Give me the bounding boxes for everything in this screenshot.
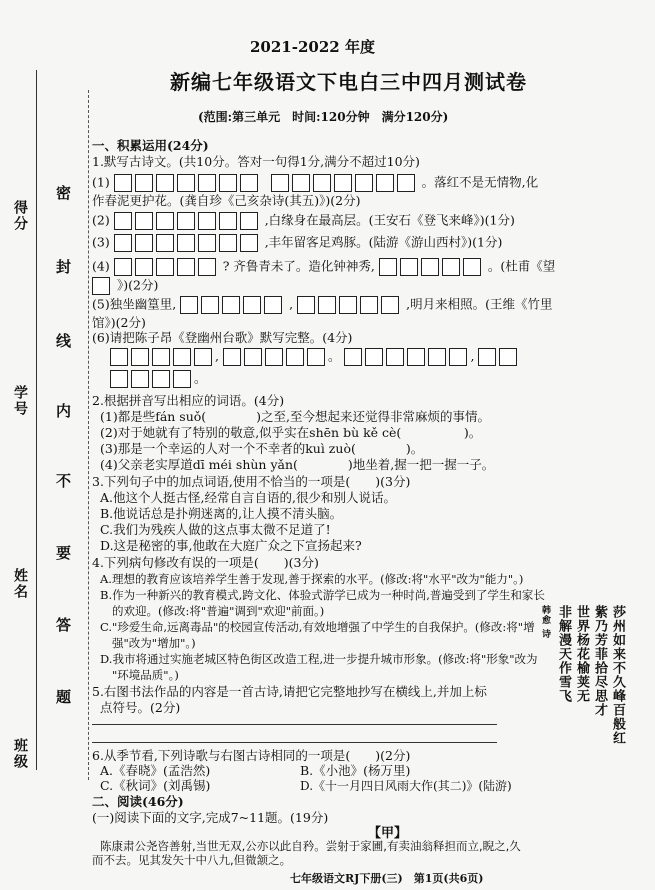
q3-option: D.这是秘密的事,他敢在大庭广众之下宣扬起来? [100,538,362,553]
answer-box[interactable] [156,258,174,276]
answer-box[interactable] [152,370,170,388]
seal-char: 题 [56,688,72,706]
answer-box[interactable] [478,348,496,366]
q6-stem: 6.从季节看,下列诗歌与右图古诗相同的一项是( )(2分) [92,748,411,763]
section2-heading: 二、阅读(46分) [92,794,184,809]
answer-box[interactable] [198,234,216,252]
q4-line: 的欢迎。(修改:将"普遍"调到"欢迎"前面。) [112,604,325,618]
q1-4-line2-row [92,277,158,295]
q2-item: (1)都是些fán suǒ( )之至,至今想起来还觉得非常麻烦的事情。 [100,409,491,424]
seal-char: 内 [56,402,72,420]
answer-box[interactable] [135,258,153,276]
answer-box[interactable] [219,234,237,252]
answer-box[interactable] [152,348,170,366]
answer-box[interactable] [131,348,149,366]
seal-char: 答 [56,616,72,634]
answer-box[interactable] [177,174,195,192]
q3-option: A.他这个人挺古怪,经常自言自语的,很少和别人说话。 [100,490,396,505]
q1-5-row: (5)独坐幽篁里, , ,明月来相照。(王维《竹里 [92,296,552,314]
name-label: 姓名 [12,568,28,600]
answer-box[interactable] [110,370,128,388]
q1-1-row: (1) 。落红不是无情物,化 [92,174,538,192]
answer-box[interactable] [177,258,195,276]
q5-answer-line[interactable] [92,724,497,725]
q1-3-row: (3) ,丰年留客足鸡豚。(陆游《游山西村》)(1分) [92,234,502,252]
q4-line: B.作为一种新兴的教育模式,跨文化、体验式游学已成为一种时尚,普遍受到了学生和家长 [100,588,545,602]
answer-box[interactable] [240,174,258,192]
answer-box[interactable] [156,234,174,252]
class-label: 班级 [12,738,28,770]
answer-box[interactable] [463,258,481,276]
q6-option-c: C.《秋词》(刘禹锡) [100,778,211,793]
q1-6-boxes-row2: 。 [92,370,207,388]
answer-box[interactable] [135,174,153,192]
q4-line: D.我市将通过实施老城区特色街区改造工程,进一步提升城市形象。(修改:将"形象"改为 [100,652,538,666]
q6-option-d: D.《十一月四日风雨大作(其二)》(陆游) [300,779,512,793]
answer-box[interactable] [114,234,132,252]
answer-box[interactable] [92,277,110,295]
q3-stem: 3.下列句子中的加点词语,使用不恰当的一项是( )(3分) [92,474,411,489]
q1-2-row: (2) ,白缘身在最高层。(王安石《登飞来峰》)(1分) [92,212,515,230]
answer-box[interactable] [240,212,258,230]
q1-stem: 1.默写古诗文。(共10分。答对一句得1分,满分不超过10分) [92,154,420,169]
calligraphy-artwork [512,605,624,770]
answer-box[interactable] [339,296,357,314]
passage-line: 陈康肃公尧咨善射,当世无双,公亦以此自矜。尝射于家圃,有卖油翁释担而立,睨之,久 [100,839,521,853]
calligraphy-column: 莎州如来不久峰百般红 [610,605,625,745]
q1-5-line2: 馆》)(2分) [92,315,146,330]
answer-box[interactable] [222,296,240,314]
binding-strip [0,0,98,890]
answer-box[interactable] [194,348,212,366]
answer-box[interactable] [114,212,132,230]
q3-option: C.我们为残疾人做的这点事太微不足道了! [100,522,331,537]
answer-box[interactable] [135,212,153,230]
answer-box[interactable] [297,296,315,314]
exam-range: (范围:第三单元 时间:120分钟 满分120分) [198,110,449,124]
seal-cut-line [88,90,89,780]
q1-4-mid: ? 齐鲁青未了。造化钟神秀, [222,258,375,274]
answer-box[interactable] [379,258,397,276]
q5-stem2: 点符号。(2分) [100,700,181,715]
q1-4-row: (4) ? 齐鲁青未了。造化钟神秀, 。(杜甫《望 [92,258,555,276]
answer-box[interactable] [360,296,378,314]
answer-box[interactable] [131,370,149,388]
answer-box[interactable] [219,174,237,192]
seal-char: 线 [56,332,72,350]
q4-stem: 4.下列病句修改有误的一项是( )(3分) [92,555,319,570]
answer-box[interactable] [376,174,394,192]
answer-box[interactable] [421,258,439,276]
answer-box[interactable] [499,348,517,366]
answer-box[interactable] [307,348,325,366]
answer-box[interactable] [292,174,310,192]
calligraphy-signature: 韩愈 诗 [540,605,550,640]
answer-box[interactable] [198,212,216,230]
answer-box[interactable] [449,348,467,366]
score-label: 得分 [12,200,28,232]
q1-2-text: ,白缘身在最高层。(王安石《登飞来峰》)(1分) [264,212,515,228]
answer-box[interactable] [177,234,195,252]
answer-box[interactable] [173,370,191,388]
seal-char: 封 [56,258,72,276]
q4-line: A.理想的教育应该培养学生善于发现,善于探索的水平。(修改:将"水平"改为"能力"。) [100,572,524,586]
q1-4-tail: 。(杜甫《望 [487,258,556,274]
q2-stem: 2.根据拼音写出相应的词语。(4分) [92,393,285,408]
q1-3-text: ,丰年留客足鸡豚。(陆游《游山西村》)(1分) [264,234,503,250]
answer-box[interactable] [386,348,404,366]
q6-option-a: A.《春晓》(孟浩然) [100,763,211,778]
seal-char: 要 [56,544,72,562]
q4-line: 强"改为"增加"。) [112,636,196,650]
q1-1-tail: 。落红不是无情物,化 [421,174,539,190]
answer-box[interactable] [286,348,304,366]
answer-box[interactable] [344,348,362,366]
exam-year: 2021-2022 年度 [250,38,375,56]
q1-6-stem: (6)请把陈子昂《登幽州台歌》默写完整。(4分) [92,330,353,345]
q4-line: C."珍爱生命,远离毒品"的校园宣传活动,有效地增强了中学生的自我保护。(修改:将"增 [100,620,535,634]
q4-line: "环境品质"。) [112,668,179,682]
answer-box[interactable] [442,258,460,276]
answer-box[interactable] [407,348,425,366]
q6-option-b: B.《小池》(杨万里) [300,763,411,778]
answer-box[interactable] [198,258,216,276]
answer-box[interactable] [318,296,336,314]
answer-box[interactable] [156,174,174,192]
answer-box[interactable] [243,296,261,314]
answer-box[interactable] [114,258,132,276]
answer-box[interactable] [400,258,418,276]
exam-title: 新编七年级语文下电白三中四月测试卷 [170,70,527,94]
answer-box[interactable] [313,174,331,192]
q1-5-tail: ,明月来相照。(王维《竹里 [406,296,553,312]
answer-box[interactable] [397,174,415,192]
passage-line: 而不去。见其发矢十中八九,但微颔之。 [92,853,292,867]
q1-5-head: (5)独坐幽篁里, [92,296,177,312]
answer-box[interactable] [180,296,198,314]
binding-line [36,70,37,770]
answer-box[interactable] [223,348,241,366]
section1-heading: 一、积累运用(24分) [92,138,209,153]
q3-option: B.他说话总是扑朔迷离的,让人摸不清头脑。 [100,506,343,521]
answer-box[interactable] [173,348,191,366]
answer-box[interactable] [244,348,262,366]
answer-box[interactable] [381,296,399,314]
answer-box[interactable] [198,174,216,192]
answer-box[interactable] [265,348,283,366]
q5-stem: 5.右图书法作品的内容是一首古诗,请把它完整地抄写在横线上,并加上标 [92,684,487,699]
answer-box[interactable] [355,174,373,192]
passage-label: 【甲】 [368,826,408,841]
answer-box[interactable] [110,348,128,366]
answer-box[interactable] [264,296,282,314]
answer-box[interactable] [219,212,237,230]
answer-box[interactable] [135,234,153,252]
answer-box[interactable] [201,296,219,314]
student-no-label: 学号 [12,385,28,417]
q2-item: (3)那是一个幸运的人对一个不幸者的kuì zuò( )。 [100,441,424,456]
calligraphy-column: 世界杨花榆荚无 [574,605,589,703]
answer-box[interactable] [428,348,446,366]
answer-box[interactable] [156,212,174,230]
answer-box[interactable] [240,234,258,252]
answer-box[interactable] [334,174,352,192]
calligraphy-column: 非解漫天作雪飞 [556,605,571,703]
q1-6-boxes-row1: , 。 , [92,348,520,366]
answer-box[interactable] [114,174,132,192]
q2-item: (2)对于她就有了特别的敬意,似乎实在shēn bù kě cè( )。 [100,425,482,440]
answer-box[interactable] [177,212,195,230]
q1-4-line2: 》)(2分) [116,277,159,293]
q5-answer-line[interactable] [92,742,497,743]
answer-box[interactable] [271,174,289,192]
page-footer: 七年级语文RJ下册(三) 第1页(共6页) [290,872,484,885]
q2-item: (4)父亲老实厚道dī méi shùn yǎn( )地坐着,握一把一握一子。 [100,457,495,472]
calligraphy-column: 紫乃芳菲拾尽思才 [592,605,607,717]
seal-char: 不 [56,472,72,490]
seal-char: 密 [56,184,72,202]
answer-box[interactable] [365,348,383,366]
section2-sub: (一)阅读下面的文字,完成7~11题。(19分) [92,810,329,825]
q1-1-line2: 作春泥更护花。(龚自珍《己亥杂诗(其五)》)(2分) [92,193,361,208]
